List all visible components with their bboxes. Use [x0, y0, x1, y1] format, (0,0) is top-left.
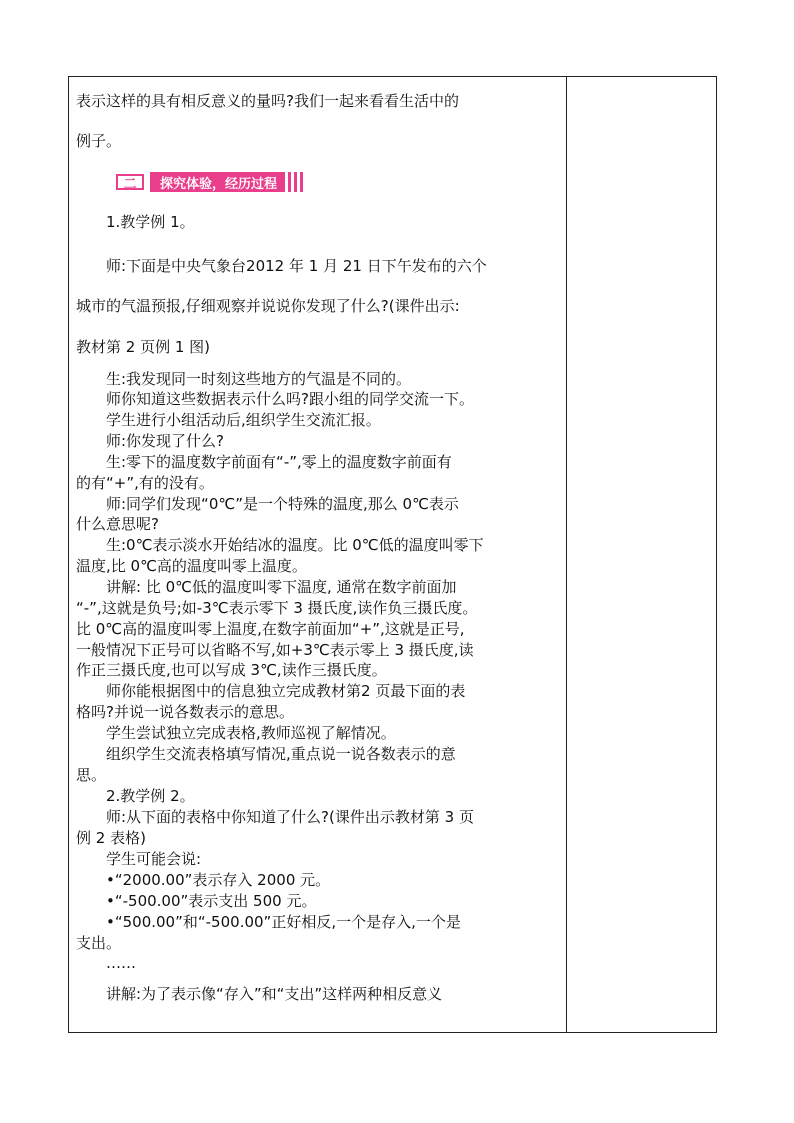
text-line: 比 0℃高的温度叫零上温度,在数字前面加“+”,这就是正号,: [76, 620, 465, 638]
banner-stripe: [294, 172, 297, 192]
text-line: •“2000.00”表示存入 2000 元。: [106, 871, 331, 889]
text-line: 讲解: 比 0℃低的温度叫零下温度, 通常在数字前面加: [106, 578, 457, 596]
text-line: ……: [106, 954, 136, 972]
text-line: 例子。: [76, 132, 122, 150]
text-line: •“-500.00”表示支出 500 元。: [106, 892, 317, 910]
banner-stripe: [288, 172, 291, 192]
section-banner: [116, 172, 303, 192]
text-line: 城市的气温预报,仔细观察并说说你发现了什么?(课件出示:: [76, 297, 460, 315]
text-line: 1.教学例 1。: [106, 213, 195, 231]
banner-stripe: [300, 172, 303, 192]
text-line: 师你能根据图中的信息独立完成教材第2 页最下面的表: [106, 682, 466, 700]
text-line: 师:下面是中央气象台2012 年 1 月 21 日下午发布的六个: [106, 257, 487, 275]
section-title: 探究体验，经历过程: [150, 172, 285, 192]
text-line: 的有“+”,有的没有。: [76, 474, 214, 492]
text-line: 学生可能会说:: [106, 850, 202, 868]
text-line: 生:零下的温度数字前面有“-”,零上的温度数字前面有: [106, 453, 452, 471]
text-line: 例 2 表格): [76, 829, 146, 847]
text-line: 表示这样的具有相反意义的量吗?我们一起来看看生活中的: [76, 92, 459, 110]
column-divider: [566, 76, 567, 1033]
text-line: 思。: [76, 766, 107, 784]
text-line: 生:0℃表示淡水开始结冰的温度。比 0℃低的温度叫零下: [106, 536, 484, 554]
text-line: 学生尝试独立完成表格,教师巡视了解情况。: [106, 724, 396, 742]
text-line: 作正三摄氏度,也可以写成 3℃,读作三摄氏度。: [76, 661, 387, 679]
text-line: 支出。: [76, 934, 122, 952]
text-line: 温度,比 0℃高的温度叫零上温度。: [76, 557, 307, 575]
text-line: 生:我发现同一时刻这些地方的气温是不同的。: [106, 370, 412, 388]
text-line: 讲解:为了表示像“存入”和“支出”这样两种相反意义: [106, 985, 443, 1003]
text-line: •“500.00”和“-500.00”正好相反,一个是存入,一个是: [106, 913, 461, 931]
text-line: 学生进行小组活动后,组织学生交流汇报。: [106, 411, 381, 429]
text-line: 2.教学例 2。: [106, 787, 195, 805]
text-line: 教材第 2 页例 1 图): [76, 338, 211, 356]
section-number: 二: [116, 174, 144, 190]
text-line: 师你知道这些数据表示什么吗?跟小组的同学交流一下。: [106, 390, 474, 408]
text-line: 什么意思呢?: [76, 515, 159, 533]
text-line: 一般情况下正号可以省略不写,如+3℃表示零上 3 摄氏度,读: [76, 641, 474, 659]
text-line: 师:从下面的表格中你知道了什么?(课件出示教材第 3 页: [106, 808, 474, 826]
text-line: 师:同学们发现“0℃”是一个特殊的温度,那么 0℃表示: [106, 495, 459, 513]
text-line: “-”,这就是负号;如-3℃表示零下 3 摄氏度,读作负三摄氏度。: [76, 599, 478, 617]
text-line: 师:你发现了什么?: [106, 432, 225, 450]
text-line: 格吗?并说一说各数表示的意思。: [76, 703, 294, 721]
text-line: 组织学生交流表格填写情况,重点说一说各数表示的意: [106, 745, 456, 763]
